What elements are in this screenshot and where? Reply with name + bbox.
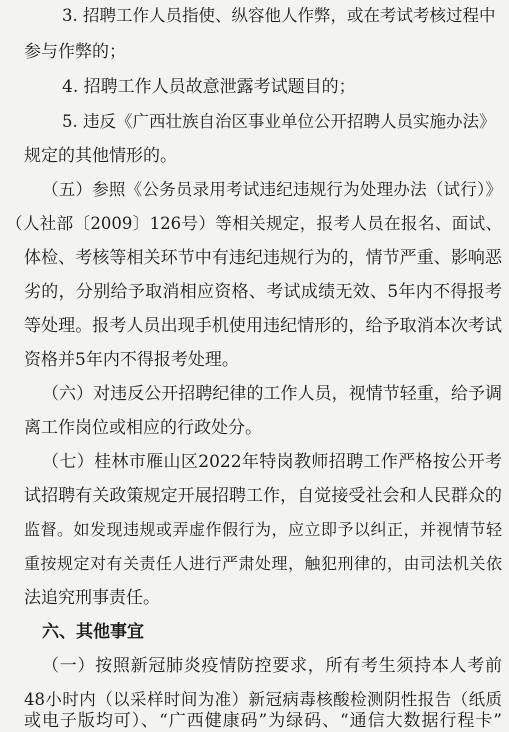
text-line: 或电子版均可）、“广西健康码”为绿码、“通信大数据行程卡”	[24, 711, 502, 731]
text-line: （五）参照《公务员录用考试违纪违规行为处理办法（试行）》	[42, 180, 502, 199]
text-line: 等处理。报考人员出现手机使用违纪情形的，给予取消本次考试	[24, 316, 502, 336]
text-line: 重按规定对有关责任人进行严肃处理，触犯刑律的，由司法机关依	[24, 554, 502, 573]
text-line: （人社部〔2009〕126号）等相关规定，报考人员在报名、面试、	[6, 214, 502, 233]
text-line: 3. 招聘工作人员指使、纵容他人作弊，或在考试考核过程中	[62, 6, 496, 25]
text-line: 48小时内（以采样时间为准）新冠病毒核酸检测阴性报告（纸质	[24, 690, 502, 709]
text-line: 法追究刑事责任。	[24, 588, 160, 608]
text-line: 离工作岗位或相应的行政处分。	[24, 418, 262, 438]
text-line: 4. 招聘工作人员故意泄露考试题目的；	[62, 77, 356, 97]
text-line: （七）桂林市雁山区2022年特岗教师招聘工作严格按公开考	[42, 452, 502, 472]
text-line: （一）按照新冠肺炎疫情防控要求，所有考生须持本人考前	[42, 656, 502, 676]
text-line: （六）对违反公开招聘纪律的工作人员，视情节轻重，给予调	[42, 384, 502, 404]
text-line: 规定的其他情形的。	[24, 146, 177, 166]
text-line: 体检、考核等相关环节中有违纪违规行为的，情节严重、影响恶	[24, 248, 502, 268]
text-line: 试招聘有关政策规定开展招聘工作，自觉接受社会和人民群众的	[24, 486, 502, 506]
text-line: 5. 违反《广西壮族自治区事业单位公开招聘人员实施办法》	[62, 112, 496, 131]
text-line: 劣的，分别给予取消相应资格、考试成绩无效、5年内不得报考	[24, 282, 502, 302]
text-line: 监督。如发现违规或弄虚作假行为，应立即予以纠正，并视情节轻	[24, 520, 502, 539]
section-heading: 六、其他事宜	[42, 622, 144, 642]
text-line: 资格并5年内不得报考处理。	[24, 350, 239, 370]
text-line: 参与作弊的；	[24, 42, 126, 62]
